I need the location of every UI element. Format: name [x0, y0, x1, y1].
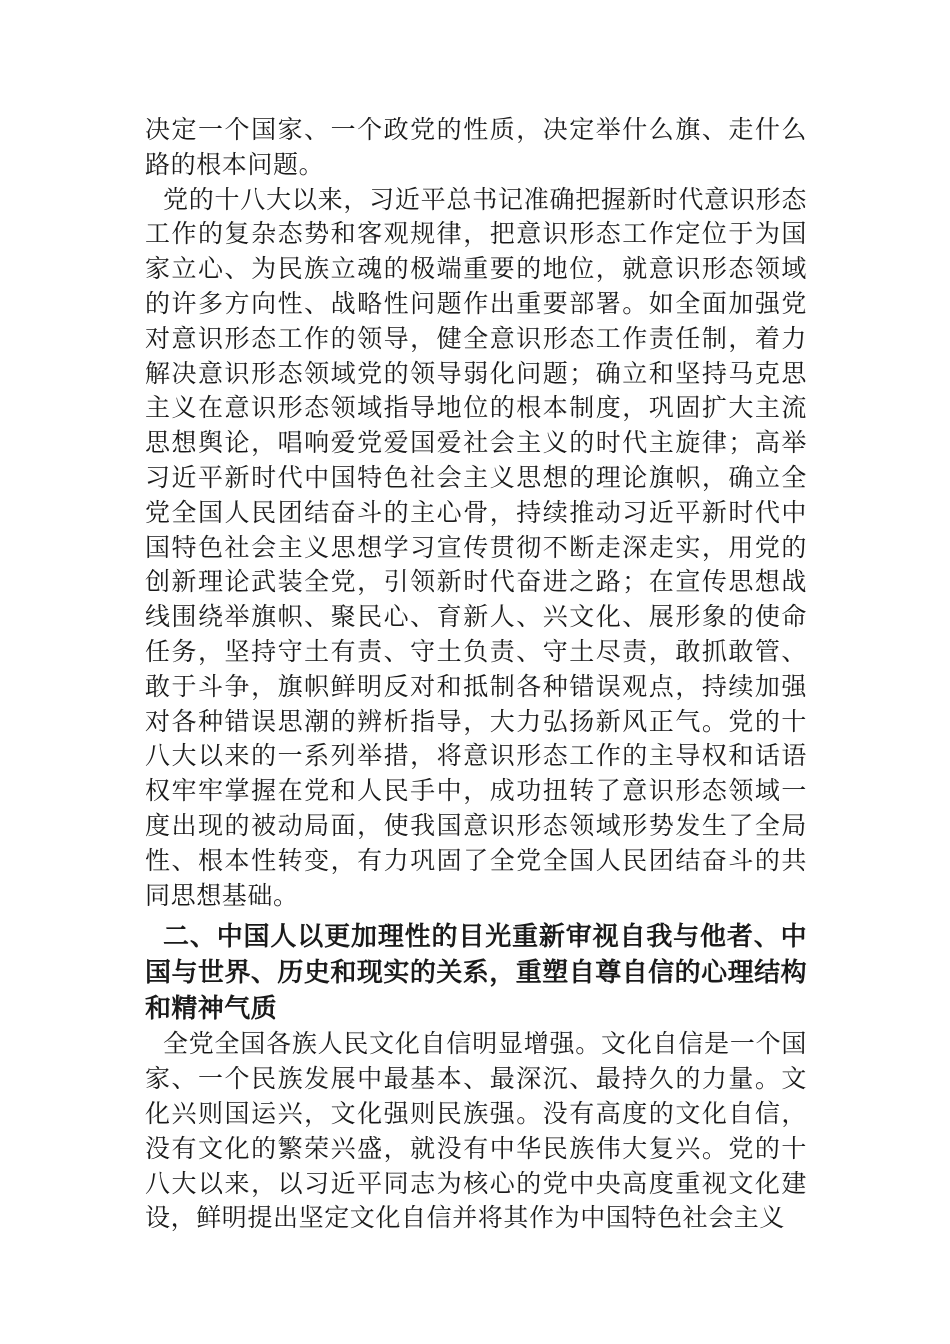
paragraph-continuation: 决定一个国家、一个政党的性质，决定举什么旗、走什么路的根本问题。 [145, 115, 807, 179]
paragraph-cultural-confidence: 全党全国各族人民文化自信明显增强。文化自信是一个国家、一个民族发展中最基本、最深沉、最持久的力量。文化兴则国运兴，文化强则民族强。没有高度的文化自信，没有文化的繁荣兴盛，就没有中华民族伟大复兴。党的十八大以来，以习近平同志为核心的党中央高度重视文化建设，鲜明提出坚定文化自信并将其作为中国特色社会主义 [145, 1029, 807, 1233]
section-heading: 二、中国人以更加理性的目光重新审视自我与他者、中国与世界、历史和现实的关系，重塑自尊自信的心理结构和精神气质 [145, 922, 807, 1025]
document-page [145, 113, 807, 1236]
paragraph-ideology-work: 党的十八大以来，习近平总书记准确把握新时代意识形态工作的复杂态势和客观规律，把意识形态工作定位于为国家立心、为民族立魂的极端重要的地位，就意识形态领域的许多方向性、战略性问题作出重要部署。如全面加强党对意识形态工作的领导，健全意识形态工作责任制，着力解决意识形态领域党的领导弱化问题；确立和坚持马克思主义在意识形态领域指导地位的根本制度，巩固扩大主流思想舆论，唱响爱党爱国爱社会主义的时代主旋律；高举习近平新时代中国特色社会主义思想的理论旗帜，确立全党全国人民团结奋斗的主心骨，持续推动习近平新时代中国特色社会主义思想学习宣传贯彻不断走深走实，用党的创新理论武装全党，引领新时代奋进之路；在宣传思想战线围绕举旗帜、聚民心、育新人、兴文化、展形象的使命任务，坚持守土有责、守土负责、守土尽责，敢抓敢管、敢于斗争，旗帜鲜明反对和抵制各种错误观点，持续加强对各种错误思潮的辨析指导，大力弘扬新风正气。党的十八大以来的一系列举措，将意识形态工作的主导权和话语权牢牢掌握在党和人民手中，成功扭转了意识形态领域一度出现的被动局面，使我国意识形态领域形势发生了全局性、根本性转变，有力巩固了全党全国人民团结奋斗的共同思想基础。 [145, 184, 807, 910]
